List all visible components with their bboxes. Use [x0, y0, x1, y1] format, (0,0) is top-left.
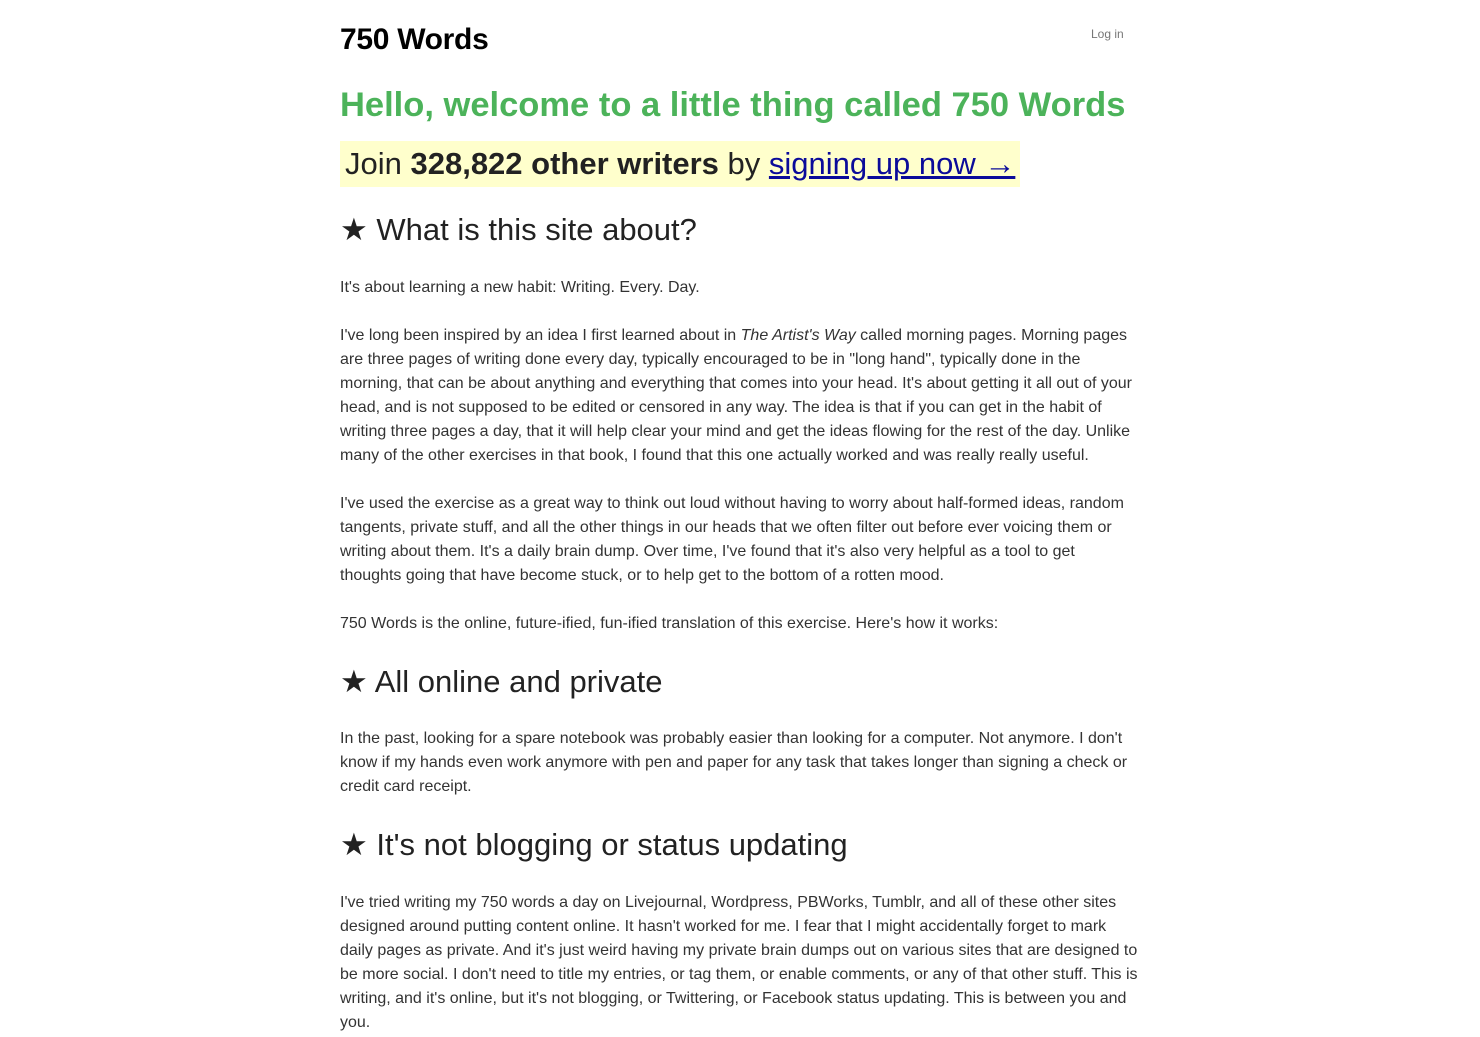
writer-count: 328,822 other writers [410, 146, 719, 181]
section-heading-about: ★ What is this site about? [340, 212, 697, 247]
welcome-heading: Hello, welcome to a little thing called 750 Words [340, 86, 1126, 124]
paragraph: I've tried writing my 750 words a day on Livejournal, Wordpress, PBWorks, Tumblr, and all of these other sites designed around putting content online. It hasn't worked for me. I fear that I might accidentally forget to mark daily pages as private. And it's just weird having my private brain dumps out on various sites that are designed to be more social. I don't need to title my entries, or tag them, or enable comments, or any of that other stuff. This is writing, and it's online, but it's not blogging, or Twittering, or Facebook status updating. This is between you and you. [340, 894, 1138, 1031]
login-link[interactable]: Log in [1091, 27, 1124, 41]
book-title: The Artist's Way [740, 327, 856, 344]
join-prefix: Join [345, 146, 411, 181]
paragraph-artists-way [340, 324, 1140, 468]
signup-link[interactable]: signing up now → [768, 146, 1016, 181]
text-span: called morning pages. Morning pages are three pages of writing done every day, typically encouraged to be in "long hand", typically done in the morning, that can be about anything and everything that comes into your head. It's about getting it all out of your head, and is not supposed to be edited or censored in any way. The idea is that if you can get in the habit of writing three pages a day, that it will help clear your mind and get the ideas flowing for the rest of the day. Unlike many of the other exercises in that book, I found that this one actually worked and was really really useful. [340, 327, 1132, 464]
section-heading-online-private: ★ All online and private [340, 664, 663, 699]
paragraph: In the past, looking for a spare notebook was probably easier than looking for a computer. Not anymore. I don't know if my hands even work anymore with pen and paper for any task that takes longer than signing a check or credit card receipt. [340, 730, 1128, 795]
join-middle: by [718, 146, 769, 181]
section-heading-not-blogging: ★ It's not blogging or status updating [340, 827, 848, 862]
paragraph: 750 Words is the online, future-ified, fun-ified translation of this exercise. Here's how it works: [340, 615, 999, 632]
site-title: 750 Words [340, 23, 489, 56]
text-span: I've long been inspired by an idea I first learned about in [340, 327, 741, 344]
paragraph: It's about learning a new habit: Writing. Every. Day. [340, 279, 700, 296]
signup-banner [340, 141, 1020, 187]
paragraph: I've used the exercise as a great way to think out loud without having to worry about half-formed ideas, random tangents, private stuff, and all the other things in our heads that we often filter out before ever voicing them or writing about them. It's a daily brain dump. Over time, I've found that it's also very helpful as a tool to get thoughts going that have become stuck, or to help get to the bottom of a rotten mood. [340, 495, 1124, 584]
